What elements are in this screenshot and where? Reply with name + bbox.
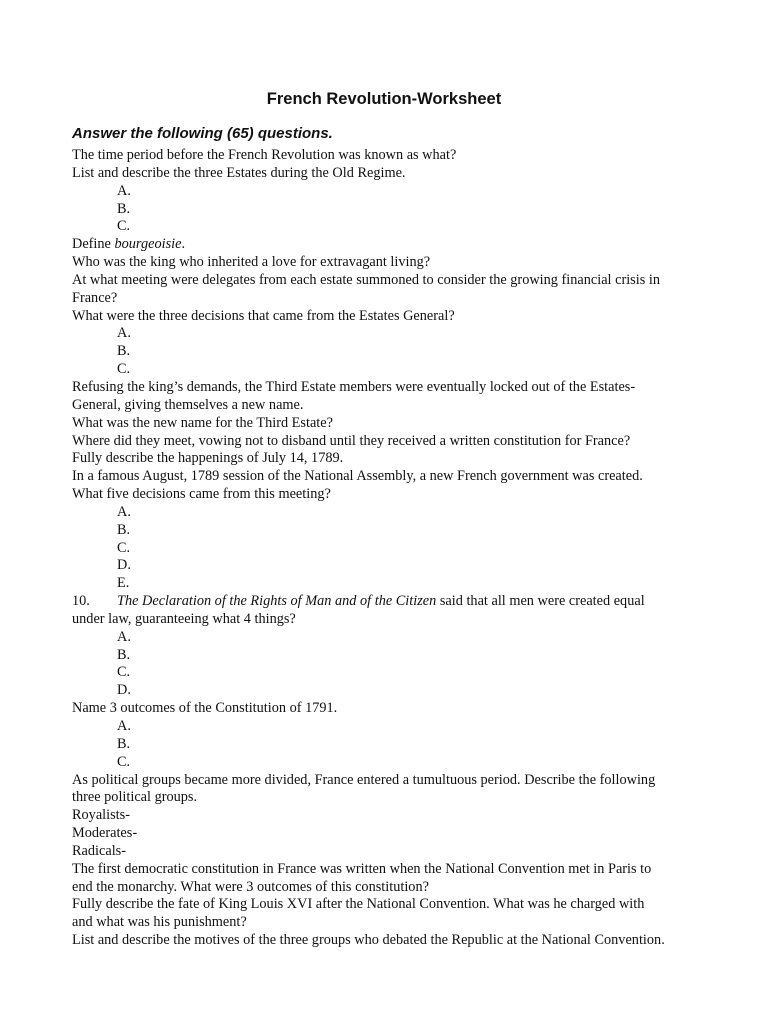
question-line: and what was his punishment? (72, 914, 247, 931)
question-line: Name 3 outcomes of the Constitution of 1791. (72, 700, 338, 717)
question-line: France? (72, 289, 118, 306)
question-line (72, 236, 702, 254)
answer-label: C. (117, 218, 131, 235)
answer-label: C. (117, 361, 131, 378)
answer-label: B. (117, 646, 131, 663)
question-line (72, 593, 702, 611)
question-line: What five decisions came from this meeting? (72, 486, 331, 503)
question-line: At what meeting were delegates from each estate summoned to consider the growing financial crisis in (72, 271, 660, 288)
answer-label: D. (117, 682, 131, 699)
answer-label: D. (117, 557, 131, 574)
question-line: As political groups became more divided, France entered a tumultuous period. Describe the following (72, 771, 656, 788)
question-line: Who was the king who inherited a love for extravagant living? (72, 254, 431, 271)
question-line: Where did they meet, vowing not to disband until they received a written constitution for France? (72, 432, 631, 449)
answer-label: C. (117, 664, 131, 681)
answer-label: E. (117, 575, 130, 592)
answer-label: A. (117, 325, 131, 342)
declaration-title: The Declaration of the Rights of Man and of the Citizen (117, 593, 437, 610)
answer-label: A. (117, 628, 131, 645)
question-line: List and describe the motives of the three groups who debated the Republic at the National Convention. (72, 932, 665, 949)
answer-label: C. (117, 539, 131, 556)
question-line: List and describe the three Estates during the Old Regime. (72, 164, 406, 181)
question-line: The first democratic constitution in France was written when the National Convention met in Paris to (72, 860, 652, 877)
answer-label: A. (117, 718, 131, 734)
question-list (72, 147, 702, 950)
question-line: end the monarchy. What were 3 outcomes of this constitution? (72, 878, 429, 895)
question-text: . (181, 236, 186, 253)
question-line: What was the new name for the Third Estate? (72, 414, 333, 431)
question-line: under law, guaranteeing what 4 things? (72, 610, 296, 627)
group-royalists: Royalists- (72, 807, 130, 824)
answer-label: B. (117, 735, 131, 752)
question-line: What were the three decisions that came from the Estates General? (72, 307, 455, 324)
answer-label: B. (117, 343, 131, 360)
question-text: Define (72, 236, 115, 253)
answer-label: A. (117, 182, 131, 199)
instructions: Answer the following (65) questions. (72, 125, 333, 142)
question-line: In a famous August, 1789 session of the National Assembly, a new French government was created. (72, 468, 643, 485)
question-line: three political groups. (72, 789, 198, 806)
question-number: 10. (72, 593, 90, 610)
answer-label: C. (117, 753, 131, 770)
answer-label: B. (117, 200, 131, 217)
question-line: Fully describe the happenings of July 14, 1789. (72, 450, 344, 467)
group-moderates: Moderates- (72, 825, 138, 842)
term-bourgeoisie: bourgeoisie (114, 236, 182, 253)
page-title: French Revolution-Worksheet (266, 90, 502, 108)
question-line: Fully describe the fate of King Louis XVI after the National Convention. What was he charged with (72, 896, 645, 913)
question-text: said that all men were created equal (436, 593, 645, 610)
group-radicals: Radicals- (72, 842, 126, 859)
answer-label: A. (117, 503, 131, 520)
question-line: Refusing the king’s demands, the Third Estate members were eventually locked out of the Estates- (72, 378, 636, 395)
question-line: General, giving themselves a new name. (72, 396, 304, 413)
answer-label: B. (117, 521, 131, 538)
question-line: The time period before the French Revolution was known as what? (72, 147, 457, 163)
